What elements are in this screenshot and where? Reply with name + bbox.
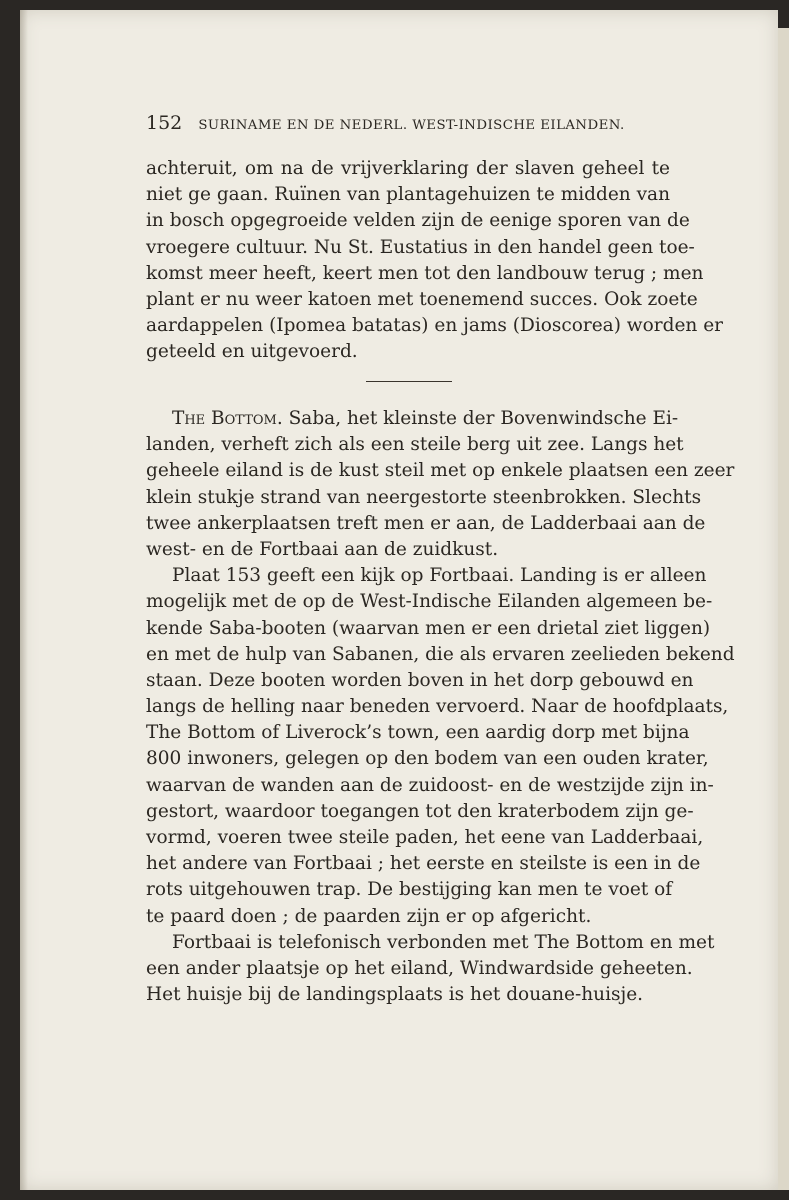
text-line: mogelijk met de op de West-Indische Eilanden algemeen be- — [146, 591, 713, 613]
page-number: 152 — [146, 112, 183, 134]
text-line: gestort, waardoor toegangen tot den kraterbodem zijn ge- — [146, 800, 694, 822]
text-line: west- en de Fortbaai aan de zuidkust. — [146, 538, 499, 560]
text-line: het andere van Fortbaai ; het eerste en steilste is een in de — [146, 853, 701, 875]
text-line: klein stukje strand van neergestorte steenbrokken. Slechts — [146, 486, 702, 508]
text-line: een ander plaatsje op het eiland, Windwardside geheeten. — [146, 957, 693, 979]
text-line: rots uitgehouwen trap. De bestijging kan men te voet of — [146, 879, 673, 901]
text-line: 800 inwoners, gelegen op den bodem van een ouden krater, — [146, 748, 709, 770]
text-line: Het huisje bij de landingsplaats is het douane-huisje. — [146, 984, 644, 1006]
text-line: landen, verheft zich als een steile berg uit zee. Langs het — [146, 434, 684, 456]
body-text-saba — [146, 406, 735, 1008]
text-line: geheele eiland is de kust steil met op enkele plaatsen een zeer — [146, 460, 735, 482]
running-header — [146, 112, 670, 134]
text-line: plant er nu weer katoen met toenemend succes. Ook zoete — [146, 288, 698, 310]
text-line: vormd, voeren twee steile paden, het eene van Ladderbaai, — [146, 827, 704, 848]
text-line: te paard doen ; de paarden zijn er op afgericht. — [146, 905, 592, 927]
text-line: The Bottom of Liverock’s town, een aardig dorp met bijna — [146, 722, 690, 744]
text-line: niet ge gaan. Ruïnen van plantagehuizen te midden van — [146, 184, 670, 206]
text-line: langs de helling naar beneden vervoerd. Naar de hoofdplaats, — [146, 696, 729, 718]
text-line: waarvan de wanden aan de zuidoost- en de westzijde zijn in- — [146, 774, 714, 796]
text-line: geteeld en uitgevoerd. — [146, 341, 358, 363]
text-line: vroegere cultuur. Nu St. Eustatius in den handel geen toe- — [146, 236, 695, 258]
section-heading: The Bottom. — [172, 408, 283, 429]
text-line: kende Saba-booten (waarvan men er een drietal ziet liggen) — [146, 617, 711, 639]
section-divider — [366, 381, 452, 382]
text-line: achteruit, om na de vrijverklaring der slaven geheel te — [146, 158, 670, 179]
paragraph-st-eustatius — [146, 156, 724, 366]
text-line-rest: Saba, het kleinste der Bovenwindsche Ei- — [288, 408, 679, 429]
text-line: twee ankerplaatsen treft men er aan, de Ladderbaai aan de — [146, 512, 706, 534]
text-line — [146, 406, 679, 432]
text-line: Fortbaai is telefonisch verbonden met The Bottom en met — [172, 931, 715, 953]
text-line: komst meer heeft, keert men tot den landbouw terug ; men — [146, 262, 704, 284]
text-line: Plaat 153 geeft een kijk op Fortbaai. Landing is er alleen — [172, 565, 707, 587]
text-line: staan. Deze booten worden boven in het dorp gebouwd en — [146, 669, 694, 691]
text-line: en met de hulp van Sabanen, die als ervaren zeelieden bekend — [146, 643, 735, 665]
page-edge — [778, 28, 789, 1190]
text-line: aardappelen (Ipomea batatas) en jams (Dioscorea) worden er — [146, 315, 724, 337]
running-title: SURINAME EN DE NEDERL. WEST-INDISCHE EILANDEN. — [198, 118, 625, 133]
text-line: in bosch opgegroeide velden zijn de eenige sporen van de — [146, 210, 690, 232]
